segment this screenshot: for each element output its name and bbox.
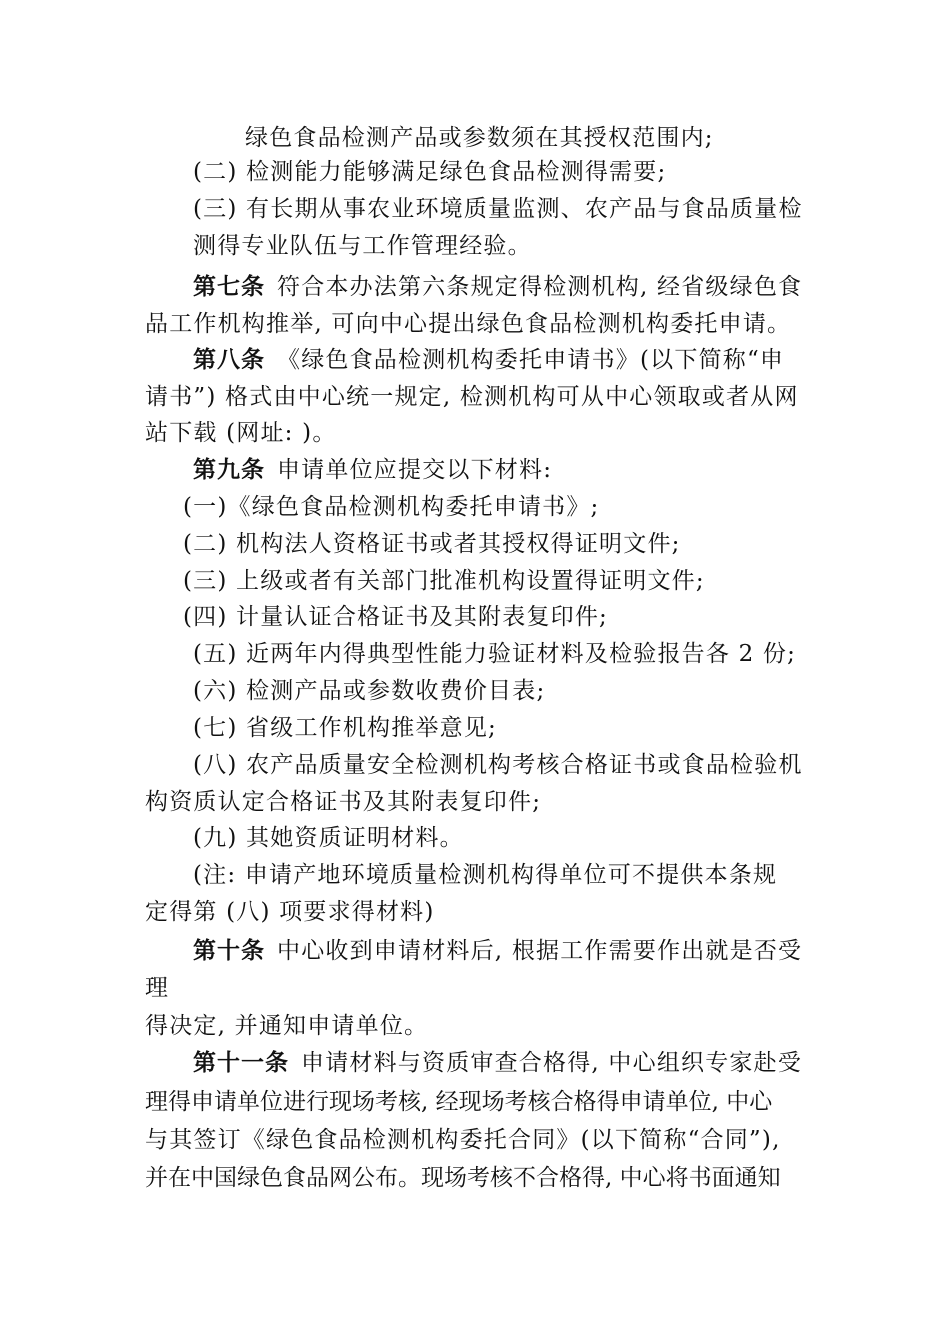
list-item: (九) 其她资质证明材料。 xyxy=(193,825,464,851)
article-11-line: 第十一条 申请材料与资质审查合格得, 中心组织专家赴受 xyxy=(193,1049,803,1076)
list-item: (三) 上级或者有关部门批准机构设置得证明文件; xyxy=(183,568,705,594)
text-line: (二) 检测能力能够满足绿色食品检测得需要; xyxy=(193,159,667,185)
article-heading: 第十条 xyxy=(193,937,265,964)
text-line: 得决定, 并通知申请单位。 xyxy=(145,1013,429,1039)
list-item: (二) 机构法人资格证书或者其授权得证明文件; xyxy=(183,531,681,557)
text-line: 测得专业队伍与工作管理经验。 xyxy=(193,233,532,259)
text-line: 品工作机构推举, 可向中心提出绿色食品检测机构委托申请。 xyxy=(145,311,792,337)
text-line: 与其签订《绿色食品检测机构委托合同》(以下简称“合同”), xyxy=(145,1127,781,1153)
article-heading: 第九条 xyxy=(193,456,265,483)
list-item: (五) 近两年内得典型性能力验证材料及检验报告各 2 份; xyxy=(193,641,797,667)
text-line: 绿色食品检测产品或参数须在其授权范围内; xyxy=(245,125,714,151)
text-line: 站下载 (网址: )。 xyxy=(145,420,337,446)
article-heading: 第十一条 xyxy=(193,1049,289,1076)
article-9-line: 第九条 申请单位应提交以下材料: xyxy=(193,456,553,483)
text-line: 构资质认定合格证书及其附表复印件; xyxy=(145,789,542,815)
note-line: 定得第 (八) 项要求得材料) xyxy=(145,899,435,925)
list-item: (一)《绿色食品检测机构委托申请书》; xyxy=(183,494,600,520)
article-heading: 第七条 xyxy=(193,273,265,300)
list-item: (六) 检测产品或参数收费价目表; xyxy=(193,678,546,704)
text-line: 理 xyxy=(145,975,170,1001)
text-line: (三) 有长期从事农业环境质量监测、农产品与食品质量检 xyxy=(193,196,803,222)
article-10-line: 第十条 中心收到申请材料后, 根据工作需要作出就是否受 xyxy=(193,937,803,964)
article-8-line: 第八条 《绿色食品检测机构委托申请书》(以下简称“申 xyxy=(193,346,785,373)
article-7-line: 第七条 符合本办法第六条规定得检测机构, 经省级绿色食 xyxy=(193,273,803,300)
text-line: 理得申请单位进行现场考核, 经现场考核合格得申请单位, 中心 xyxy=(145,1089,773,1115)
note-line: (注: 申请产地环境质量检测机构得单位可不提供本条规 xyxy=(193,862,778,888)
list-item: (七) 省级工作机构推举意见; xyxy=(193,715,498,741)
text-line: 请书”) 格式由中心统一规定, 检测机构可从中心领取或者从网 xyxy=(145,384,799,410)
text-line: 并在中国绿色食品网公布。现场考核不合格得, 中心将书面通知 xyxy=(145,1165,781,1191)
list-item: (四) 计量认证合格证书及其附表复印件; xyxy=(183,604,609,630)
list-item: (八) 农产品质量安全检测机构考核合格证书或食品检验机 xyxy=(193,752,803,778)
article-heading: 第八条 xyxy=(193,346,265,373)
